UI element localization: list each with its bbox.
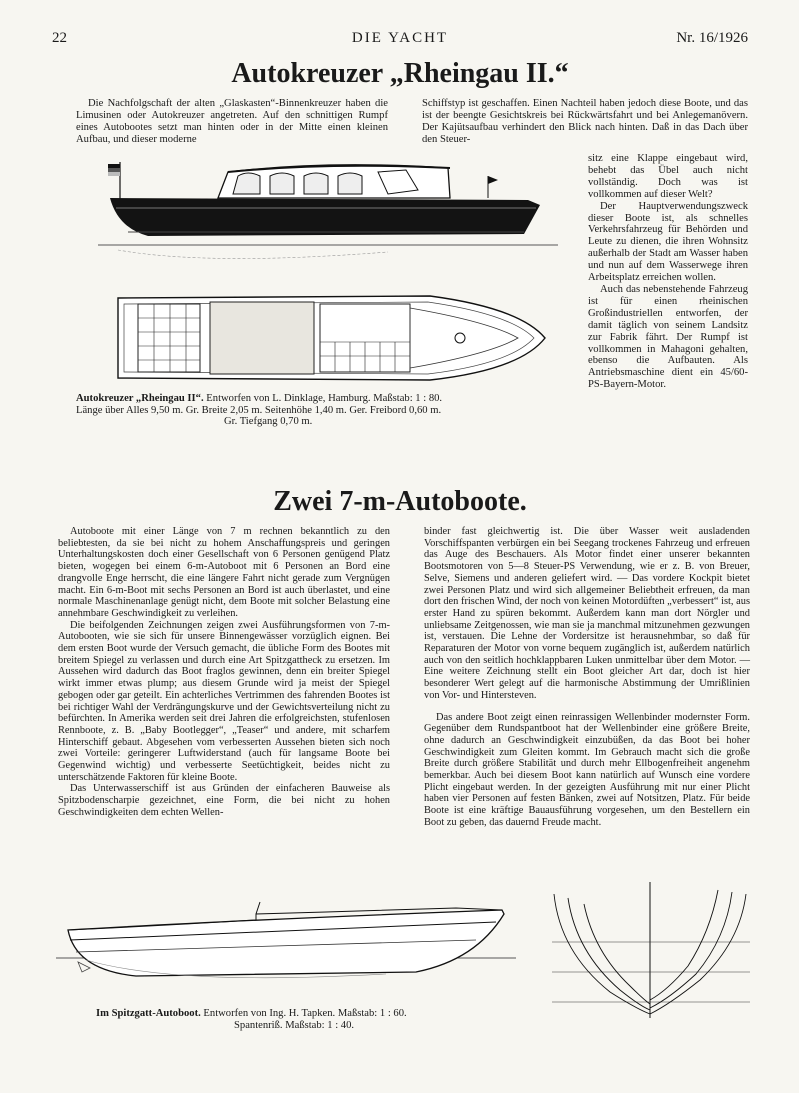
paragraph: sitz eine Klappe eingebaut wird, behebt das Übel auch nicht vollständig. Doch was ist vollkommen auf dieser Welt? [588,153,748,200]
magazine-name: DIE YACHT [351,30,449,46]
rheingau-side-elevation-drawing [88,150,568,275]
caption-text: Entworfen von Ing. H. Tapken. Maßstab: 1 : 60. [203,1008,407,1019]
article1-intro-right [422,98,748,146]
caption-title: Autokreuzer „Rheingau II“. [76,393,204,404]
article1-title: Autokreuzer „Rheingau II.“ [231,58,569,89]
body-plan-drawing [550,882,755,1022]
caption-text: Spantenriß. Maßstab: 1 : 40. [234,1019,355,1031]
article2-left-column [58,526,390,819]
caption-title: Im Spitzgatt-Autoboot. [96,1008,201,1019]
caption-text: Entworfen von L. Dinklage, Hamburg. Maßstab: 1 : 80. [206,393,443,404]
issue-number: Nr. 16/1926 [676,30,748,46]
caption-text: Gr. Tiefgang 0,70 m. [224,416,313,428]
article2-title: Zwei 7-m-Autoboote. [273,486,527,517]
article1-side-column [588,153,748,391]
spitzgatt-boat-profile-drawing [56,896,526,996]
paragraph: Schiffstyp ist geschaffen. Einen Nachteil haben jedoch diese Boote, und das ist der beengte Gesichtskreis bei Rückwärtsfahrt und bei Anlegemanövern. Der Kajütsaufbau verhindert den Blick nach hinten. Daß in das Dach über den Steuer- [422,98,748,145]
paragraph: Die beifolgenden Zeichnungen zeigen zwei Ausführungsformen von 7-m-Autobooten, wie sie sich für unsere Binnengewässer vorzüglich eignen. Bei dem ersten Boot wurde der Versuch gemacht, die übliche Form des Bootes mit breitem Spiegel zu verlassen und durch eine Art Spitzgattheck zu ersetzen. Im Aussehen wird dadurch das Boot fraglos gewinnen, denn ein breiter Spiegel wirkt immer etwas plump; aus diesem Grunde wird ja meist der Spiegel gebogen oder gar geteilt. Ein achterliches Vertrimmen des fahrenden Bootes ist bei richtiger Wahl der Verdrängungskurve und der Gewichtsverteilung nicht zu befürchten. In Amerika werden seit drei Jahren die erfolgreichsten, stufenlosen Rennboote, z. B. „Baby Bootlegger“, „Teaser“ und andere, mit scharfem Hinterschiff gebaut. Abgesehen vom verbesserten Aussehen bieten sich noch zwei Vorteile: geringerer Luftwiderstand (auch für langsame Boote bei Gegenwind wichtig) und verbesserte Seetüchtigkeit, beides nicht zu unterschätzende Faktoren für kleine Boote. [58,619,390,783]
paragraph: Das Unterwasserschiff ist aus Gründen der einfacheren Bauweise als Spitzbodenscharpie gezeichnet, eine Form, die bei nicht zu hohen Geschwindigkeiten dem echten Wellen- [58,783,390,818]
paragraph: binder fast gleichwertig ist. Die über Wasser weit ausladenden Vorschiffspanten verbürgen ein bei Seegang trockenes Fahrzeug und erfreuen das Auge des Beschauers. Als Motor findet einer unserer bekannten Bootsmotoren von 5—8 Steuer-PS Verwendung, wie er z. B. von Breuer, Selve, Siemens und anderen geliefert wird. — Das vordere Kockpit bietet zwei Personen Platz und wird sich allgemeiner Beliebtheit erfreuen, da man dort den frischen Wind, der noch von keinen Motordüften „verbessert“ ist, aus erster Hand zu spüren bekommt. Außerdem kann man dort Nörgler und unliebsame Zeitgenossen, wie man sie ja manchmal mitzunehmen gezwungen ist, verstauen. Die Lehne der Vordersitze ist herausnehmbar, so daß für Reparaturen der Motor von vorne bequem zugänglich ist, außerdem natürlich auch von den seitlich hochklappbaren Luken unmittelbar über dem Motor. — Eine weitere Zeichnung stellt ein Boot gleicher Art dar, doch ist hier besonderer Wert gelegt auf die harmonische Abstimmung der Umrißlinien von Vor- und Hintersteven. [424,526,750,701]
caption-text: Länge über Alles 9,50 m. Gr. Breite 2,05 m. Seitenhöhe 1,40 m. Ger. Freibord 0,60 m. [76,404,442,416]
paragraph: Das andere Boot zeigt einen reinrassigen Wellenbinder modernster Form. Gegenüber dem Rundspantboot hat der Wellenbinder eine größere Breite, ohne dadurch an Geschwindigkeit einzubüßen, da das Boot bei hoher Geschwindigkeit zum Gleiten kommt. Im Gebrauch macht sich die große Breite durch größere Stabilität und durch mehr Ellbogenfreiheit angenehm bemerkbar. Auch bei diesem Boot kann natürlich auf Wunsch eine vordere Plicht eingebaut werden. In der gezeigten Ausführung mit nur einer Plicht haben vier Personen auf festen Bänken, zwei auf Notsitzen, Platz. Für beide Boote ist eine kräftige Bauausführung vorgesehen, um den Bestellern ein Boot zu geben, das dauernd Freude macht. [424,711,750,828]
article2-right-column [424,526,750,829]
paragraph: Die Nachfolgschaft der alten „Glaskasten“-Binnenkreuzer haben die Limusinen oder Autokreuzer angetreten. Auf den schnittigen Rumpf eines Autobootes setzt man hinten oder in der Mitte einen kleinen Aufbau, und dieser moderne [76,98,388,145]
paragraph: Auch das nebenstehende Fahrzeug ist für einen rheinischen Großindustriellen entworfen, der damit täglich von seinem Landsitz zur Fabrik fährt. Der Rumpf ist vollkommen in Mahagoni gehalten, ebenso die Aufbauten. Als Antriebsmaschine dient ein 45/60-PS-Bayern-Motor. [588,283,748,391]
article1-intro-left [76,98,388,146]
paragraph: Autoboote mit einer Länge von 7 m rechnen bekanntlich zu den beliebtesten, da sie bei nicht zu hohem Anschaffungspreis und geringen Unterhaltungskosten doch einer Gesellschaft von 6 Personen genügend Platz bieten, wogegen bei einem 6-m-Autoboot mit 6 Personen an Bord eine drangvolle Enge herrscht, die eine längere Fahrt nicht gerade zum Vergnügen macht. Ein 6-m-Boot mit sechs Personen an Bord ist auch überlastet, und eine normale Maschinenanlage genügt nicht, dem Boote mit solcher Belastung eine annehmbare Geschwindigkeit zu verleihen. [58,526,390,619]
article2-caption [96,1008,576,1031]
rheingau-deck-plan-drawing [110,288,550,388]
article1-caption [76,393,576,428]
paragraph: Der Hauptverwendungszweck dieser Boote ist, als schnelles Verkehrsfahrzeug für Behörden und Leute zu dienen, die ihren Wohnsitz außerhalb der Stadt am Wasser haben und nun auf dem Wasserwege ihren Arbeitsplatz erreichen wollen. [588,200,748,284]
page-number: 22 [52,30,67,46]
